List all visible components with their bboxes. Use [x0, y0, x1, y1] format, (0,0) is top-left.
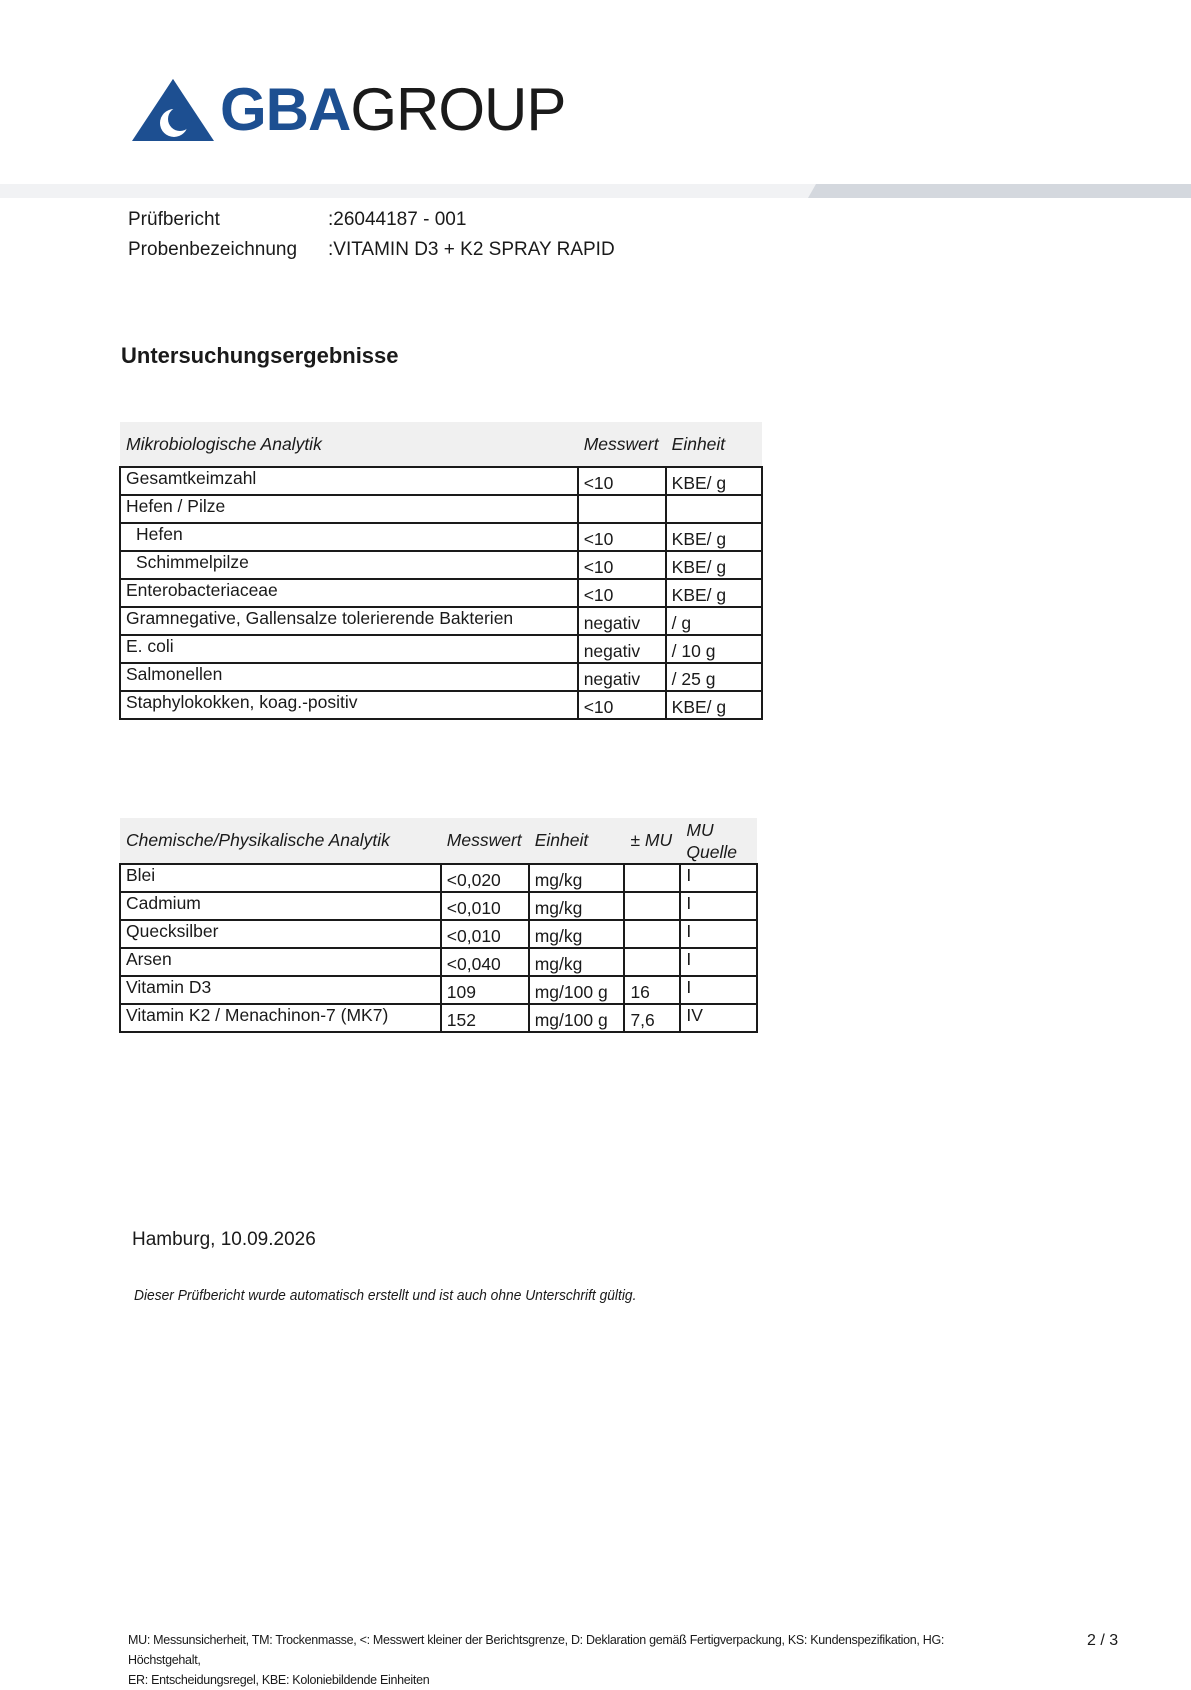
column-header	[680, 818, 757, 864]
analyte-name: Schimmelpilze	[120, 551, 578, 579]
sample-name-value: :VITAMIN D3 + K2 SPRAY RAPID	[328, 239, 615, 260]
measured-value: <10	[578, 551, 666, 579]
analyte-name: Enterobacteriaceae	[120, 579, 578, 607]
measured-value: 152	[441, 1004, 529, 1032]
analyte-name: Arsen	[120, 948, 441, 976]
measured-value: <10	[578, 691, 666, 719]
place-and-date: Hamburg, 10.09.2026	[132, 1229, 316, 1250]
analyte-name: Salmonellen	[120, 663, 578, 691]
table-row	[120, 607, 762, 635]
table-row	[120, 495, 762, 523]
measurement-uncertainty	[624, 920, 680, 948]
unit	[666, 495, 762, 523]
unit: mg/100 g	[529, 976, 625, 1004]
column-header: Messwert	[441, 818, 529, 864]
measured-value: <10	[578, 467, 666, 495]
analyte-name: Quecksilber	[120, 920, 441, 948]
measured-value: negativ	[578, 607, 666, 635]
analyte-name: Staphylokokken, koag.-positiv	[120, 691, 578, 719]
column-header: Messwert	[578, 422, 666, 467]
page-number: 2 / 3	[1087, 1632, 1119, 1649]
mu-source: I	[680, 948, 757, 976]
report-number-value: :26044187 - 001	[328, 209, 467, 230]
company-logo	[130, 74, 580, 146]
measured-value: <10	[578, 523, 666, 551]
measurement-uncertainty	[624, 948, 680, 976]
mu-source: I	[680, 920, 757, 948]
measurement-uncertainty: 7,6	[624, 1004, 680, 1032]
table-row	[120, 467, 762, 495]
logo-gba-text: GBA	[220, 76, 351, 143]
mu-source: IV	[680, 1004, 757, 1032]
footer-legend-line: MU: Messunsicherheit, TM: Trockenmasse, <: Messwert kleiner der Berichtsgrenze, D: Deklaration gemäß Fertigverpackung, KS: Kundenspezifikation, HG: Höchstgehalt,	[128, 1633, 945, 1667]
measured-value: <0,020	[441, 864, 529, 892]
auto-generated-note: Dieser Prüfbericht wurde automatisch erstellt und ist auch ohne Unterschrift gültig.	[134, 1287, 637, 1304]
mu-header-line: MU	[686, 820, 714, 840]
unit: mg/100 g	[529, 1004, 625, 1032]
analyte-name: Cadmium	[120, 892, 441, 920]
gba-logo-mark-icon	[130, 77, 216, 143]
table-row	[120, 948, 757, 976]
source-header-line: Quelle	[686, 842, 737, 862]
unit: / 25 g	[666, 663, 762, 691]
footer-legend	[128, 1630, 1008, 1690]
measurement-uncertainty	[624, 892, 680, 920]
table-row	[120, 691, 762, 719]
measurement-uncertainty: 16	[624, 976, 680, 1004]
footer-legend-line: ER: Entscheidungsregel, KBE: Koloniebildende Einheiten	[128, 1673, 430, 1687]
table-row	[120, 1004, 757, 1032]
table-row	[120, 635, 762, 663]
chemistry-table	[119, 818, 758, 1033]
sample-name-label: Probenbezeichnung	[128, 239, 298, 260]
table-header-row	[120, 818, 757, 864]
unit: mg/kg	[529, 892, 625, 920]
mu-source: I	[680, 864, 757, 892]
unit: KBE/ g	[666, 691, 762, 719]
table-row	[120, 523, 762, 551]
unit: mg/kg	[529, 920, 625, 948]
analyte-name: Blei	[120, 864, 441, 892]
unit: KBE/ g	[666, 467, 762, 495]
unit: mg/kg	[529, 864, 625, 892]
unit: mg/kg	[529, 948, 625, 976]
unit: KBE/ g	[666, 523, 762, 551]
table-row	[120, 892, 757, 920]
analyte-name: Vitamin K2 / Menachinon-7 (MK7)	[120, 1004, 441, 1032]
unit: / 10 g	[666, 635, 762, 663]
analyte-name: Vitamin D3	[120, 976, 441, 1004]
table-row	[120, 579, 762, 607]
logo-group-text: GROUP	[350, 76, 566, 143]
column-header: Mikrobiologische Analytik	[120, 422, 578, 467]
column-header: Einheit	[666, 422, 762, 467]
measured-value	[578, 495, 666, 523]
measured-value: <10	[578, 579, 666, 607]
analyte-name: Hefen	[120, 523, 578, 551]
table-header-row	[120, 422, 762, 467]
analyte-name: Gesamtkeimzahl	[120, 467, 578, 495]
unit: KBE/ g	[666, 579, 762, 607]
column-header: Chemische/Physikalische Analytik	[120, 818, 441, 864]
measurement-uncertainty	[624, 864, 680, 892]
measured-value: negativ	[578, 663, 666, 691]
table-row	[120, 976, 757, 1004]
table-row	[120, 551, 762, 579]
table-row	[120, 663, 762, 691]
microbiology-table	[119, 422, 763, 720]
mu-source: I	[680, 976, 757, 1004]
table-row	[120, 920, 757, 948]
column-header: ± MU	[624, 818, 680, 864]
measured-value: <0,010	[441, 920, 529, 948]
measured-value: <0,010	[441, 892, 529, 920]
report-number-label: Prüfbericht	[128, 209, 220, 230]
analyte-name: Gramnegative, Gallensalze tolerierende Bakterien	[120, 607, 578, 635]
table-row	[120, 864, 757, 892]
measured-value: <0,040	[441, 948, 529, 976]
measured-value: negativ	[578, 635, 666, 663]
mu-source: I	[680, 892, 757, 920]
analyte-name: E. coli	[120, 635, 578, 663]
analyte-name: Hefen / Pilze	[120, 495, 578, 523]
measured-value: 109	[441, 976, 529, 1004]
column-header: Einheit	[529, 818, 625, 864]
unit: / g	[666, 607, 762, 635]
header-band-light	[0, 184, 820, 198]
section-title: Untersuchungsergebnisse	[121, 343, 399, 368]
unit: KBE/ g	[666, 551, 762, 579]
header-band-dark	[808, 184, 1191, 198]
